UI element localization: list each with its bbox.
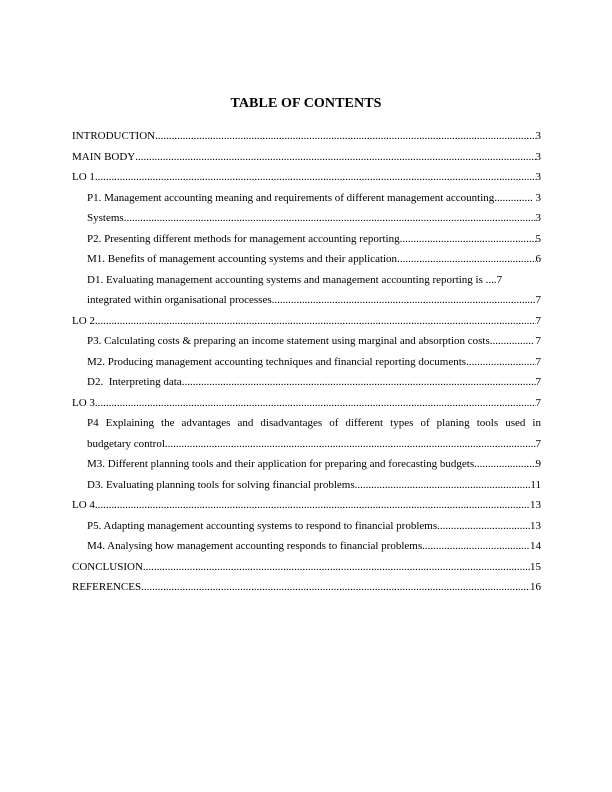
dot-leader xyxy=(397,249,535,270)
toc-entry-label: M2. Producing management accounting techniques and financial reporting documents xyxy=(87,355,467,368)
toc-entry-p1[interactable] xyxy=(72,188,541,209)
toc-entry-label: Systems xyxy=(87,212,124,224)
toc-entry-references[interactable] xyxy=(72,577,541,598)
toc-page-number: 6 xyxy=(535,253,541,265)
dot-leader xyxy=(165,434,536,455)
toc-entry-label: CONCLUSION xyxy=(72,560,143,573)
toc-entry-p4-continued[interactable] xyxy=(72,434,541,455)
toc-page-number: 7 xyxy=(535,355,541,368)
toc-entry-d2[interactable] xyxy=(72,372,541,393)
dot-leader xyxy=(437,516,530,537)
toc-entry-introduction[interactable] xyxy=(72,126,541,147)
toc-entry-conclusion[interactable] xyxy=(72,557,541,578)
toc-entry-label: integrated within organisational processes xyxy=(87,294,272,306)
toc-entry-p4[interactable] xyxy=(72,413,541,434)
dot-leader xyxy=(124,208,536,229)
toc-entry-label: D1. Evaluating management accounting systems and management accounting reporting is .... xyxy=(87,273,497,286)
toc-page-number: 16 xyxy=(530,581,541,593)
dot-leader xyxy=(141,577,530,598)
toc-entry-label: MAIN BODY xyxy=(72,150,136,163)
dot-leader xyxy=(474,454,535,475)
dot-leader xyxy=(95,393,536,414)
dot-leader xyxy=(95,311,536,332)
toc-page-number: 3 xyxy=(535,212,541,224)
toc-page-number: 13 xyxy=(530,499,541,511)
toc-page-number: 7 xyxy=(535,437,541,450)
toc-entry-label: M4. Analysing how management accounting responds to financial problems xyxy=(87,540,423,552)
page-title: TABLE OF CONTENTS xyxy=(230,96,382,111)
toc-page-number: 7 xyxy=(535,294,541,306)
toc-entry-label: REFERENCES xyxy=(72,581,142,593)
toc-entry-lo4[interactable] xyxy=(72,495,541,516)
toc-entry-label: INTRODUCTION xyxy=(72,130,156,142)
dot-leader xyxy=(182,372,536,393)
toc-entry-label: M1. Benefits of management accounting systems and their application xyxy=(87,253,398,265)
toc-page-number: 9 xyxy=(535,458,541,470)
toc-page-number: 7 xyxy=(535,314,541,327)
dot-leader xyxy=(95,495,530,516)
toc-entry-p2[interactable] xyxy=(72,229,541,250)
toc-page-number: 7 xyxy=(496,273,503,286)
toc-entry-label: budgetary control xyxy=(87,437,165,450)
toc-entry-d1[interactable] xyxy=(72,270,541,291)
toc-entry-label: D3. Evaluating planning tools for solving financial problems xyxy=(87,478,355,491)
dot-leader xyxy=(135,147,535,168)
toc-page-number: 15 xyxy=(530,560,541,573)
dot-leader xyxy=(95,167,536,188)
toc-entry-p3[interactable] xyxy=(72,331,541,352)
dot-leader xyxy=(400,229,536,250)
spacer xyxy=(494,188,532,209)
toc-entry-label: LO 3 xyxy=(72,396,95,409)
toc-entry-d3[interactable] xyxy=(72,475,541,496)
toc-page-number: 7 xyxy=(535,335,541,347)
toc-page-number: 7 xyxy=(535,376,541,388)
dot-leader xyxy=(355,475,531,496)
toc-page-number: 3 xyxy=(535,191,541,204)
spacer xyxy=(495,331,532,352)
dot-leader xyxy=(422,536,530,557)
toc-entry-m1[interactable] xyxy=(72,249,541,270)
toc-entry-m3[interactable] xyxy=(72,454,541,475)
toc-entry-p5[interactable] xyxy=(72,516,541,537)
toc-entry-main-body[interactable] xyxy=(72,147,541,168)
toc-page-number: 7 xyxy=(535,396,541,409)
toc-page-number: 11 xyxy=(530,478,541,491)
dot-leader xyxy=(272,290,536,311)
toc-entry-label: LO 1 xyxy=(72,171,95,183)
toc-entry-d1-continued[interactable] xyxy=(72,290,541,311)
toc-entry-m4[interactable] xyxy=(72,536,541,557)
toc-entry-lo1[interactable] xyxy=(72,167,541,188)
dot-leader xyxy=(155,126,535,147)
toc-entry-label: P4 Explaining the advantages and disadvantages of different types of planing tools used in xyxy=(87,417,541,429)
dot-leader xyxy=(466,352,535,373)
toc-page-number: 13 xyxy=(530,519,541,532)
toc-entry-label: P5. Adapting management accounting systems to respond to financial problems xyxy=(87,519,438,532)
toc-entry-label: P1. Management accounting meaning and requirements of different management accounting xyxy=(87,191,495,204)
toc-page-number: 3 xyxy=(535,130,541,142)
dot-leader xyxy=(143,557,530,578)
toc-entry-label: P2. Presenting different methods for management accounting reporting xyxy=(87,232,400,245)
table-of-contents xyxy=(72,126,541,598)
toc-page-number: 3 xyxy=(535,150,541,163)
toc-entry-p1-systems[interactable] xyxy=(72,208,541,229)
toc-entry-lo2[interactable] xyxy=(72,311,541,332)
toc-entry-label: P3. Calculating costs & preparing an income statement using marginal and absorption costs.. xyxy=(87,335,496,347)
toc-page-number: 5 xyxy=(535,232,541,245)
toc-page-number: 3 xyxy=(535,171,541,183)
toc-entry-lo3[interactable] xyxy=(72,393,541,414)
toc-entry-label: LO 4 xyxy=(72,499,95,511)
toc-entry-label: M3. Different planning tools and their application for preparing and forecasting budgets xyxy=(87,458,475,470)
toc-entry-m2[interactable] xyxy=(72,352,541,373)
toc-entry-label: LO 2 xyxy=(72,314,95,327)
toc-page-number: 14 xyxy=(530,540,541,552)
toc-entry-label: D2. Interpreting data xyxy=(87,376,182,388)
